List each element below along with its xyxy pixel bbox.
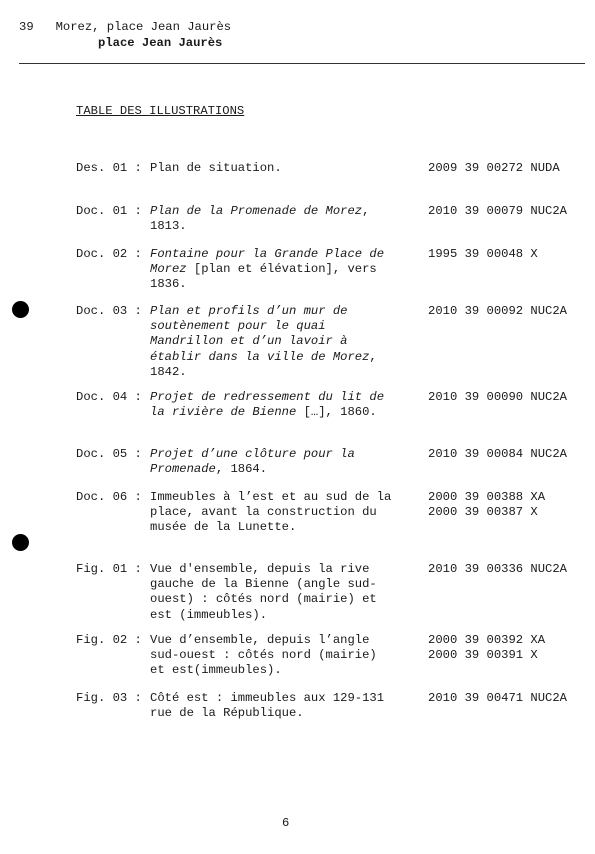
entry-description [150, 390, 395, 420]
entry-desc-italic: Projet d’une clôture pour la Promenade [150, 447, 355, 477]
entry-description [150, 247, 395, 293]
punch-hole-mark [12, 301, 29, 318]
entry-code: 2010 39 00090 NUC2A [428, 390, 567, 404]
entry-ref: Des. 01 : [76, 161, 142, 175]
entry-ref: Doc. 06 : [76, 490, 142, 504]
entry-description [150, 562, 395, 623]
entry-code: 2000 39 00387 X [428, 505, 538, 520]
entry-desc-italic: Plan et profils d’un mur de soutènement pour le quai Mandrillon et d’un lavoir à établir dans la ville de Morez [150, 304, 370, 364]
header-department-number: 39 [19, 20, 34, 34]
entry-ref: Doc. 05 : [76, 447, 142, 461]
entry-desc-plain: Vue d'ensemble, depuis la rive gauche de la Bienne (angle sud-ouest) : côtés nord (mairie) et est (immeubles). [150, 562, 377, 622]
entry-description [150, 633, 395, 679]
entry-ref: Fig. 02 : [76, 633, 142, 647]
entry-code: 2000 39 00391 X [428, 648, 538, 663]
entry-codes [428, 304, 567, 319]
entry-desc-plain: Plan de situation. [150, 161, 282, 175]
entry-desc-italic: Plan de la Promenade de Morez [150, 204, 363, 218]
entry-codes [428, 247, 538, 262]
entry-code: 2000 39 00388 XA [428, 490, 546, 504]
entry-ref: Fig. 01 : [76, 562, 142, 576]
entry-desc-plain-after: [plan et élévation], vers 1836. [150, 262, 377, 292]
entry-codes [428, 633, 545, 663]
entry-ref: Doc. 03 : [76, 304, 142, 318]
entry-description [150, 161, 395, 176]
header-subtitle: place Jean Jaurès [98, 36, 223, 50]
entry-description [150, 304, 395, 380]
entry-code: 2010 39 00092 NUC2A [428, 304, 567, 318]
entry-desc-plain-after: , 1864. [215, 462, 268, 477]
toc-title: TABLE DES ILLUSTRATIONS [76, 104, 245, 118]
entry-description [150, 204, 395, 234]
entry-desc-plain-after: , 1813. [150, 204, 370, 234]
entry-codes [428, 161, 560, 176]
entry-desc-plain: Immeubles à l’est et au sud de la place, avant la construction du musée de la Lunette. [150, 490, 392, 535]
entry-description [150, 691, 395, 721]
entry-desc-italic: Fontaine pour la Grande Place de Morez [150, 247, 385, 277]
entry-code: 2010 39 00084 NUC2A [428, 447, 567, 461]
entry-codes [428, 390, 567, 405]
entry-code: 2009 39 00272 NUDA [428, 161, 560, 175]
entry-code: 2010 39 00336 NUC2A [428, 562, 567, 576]
entry-code: 2010 39 00079 NUC2A [428, 204, 567, 218]
entry-ref: Doc. 02 : [76, 247, 142, 261]
entry-desc-plain: Côté est : immeubles aux 129-131 rue de la République. [150, 691, 385, 721]
header-line-1 [19, 20, 231, 34]
entry-desc-italic: Projet de redressement du lit de la rivière de Bienne [150, 390, 385, 420]
entry-desc-plain: Vue d’ensemble, depuis l’angle sud-ouest : côtés nord (mairie) et est(immeubles). [150, 633, 377, 678]
punch-hole-mark [12, 534, 29, 551]
entry-code: 1995 39 00048 X [428, 247, 538, 261]
header-divider [19, 63, 585, 64]
entry-codes [428, 204, 567, 219]
entry-ref: Fig. 03 : [76, 691, 142, 705]
entry-code: 2010 39 00471 NUC2A [428, 691, 567, 705]
entry-codes [428, 447, 567, 462]
entry-desc-plain-after: , 1842. [150, 349, 377, 379]
entry-codes [428, 562, 567, 577]
entry-description [150, 490, 395, 536]
header-location: Morez, place Jean Jaurès [55, 20, 232, 34]
entry-codes [428, 691, 567, 706]
page-number: 6 [282, 816, 290, 830]
entry-description [150, 447, 395, 477]
entry-ref: Doc. 01 : [76, 204, 142, 218]
entry-code: 2000 39 00392 XA [428, 633, 546, 647]
entry-codes [428, 490, 545, 520]
entry-desc-plain-after: […], 1860. [296, 405, 377, 420]
entry-ref: Doc. 04 : [76, 390, 142, 404]
